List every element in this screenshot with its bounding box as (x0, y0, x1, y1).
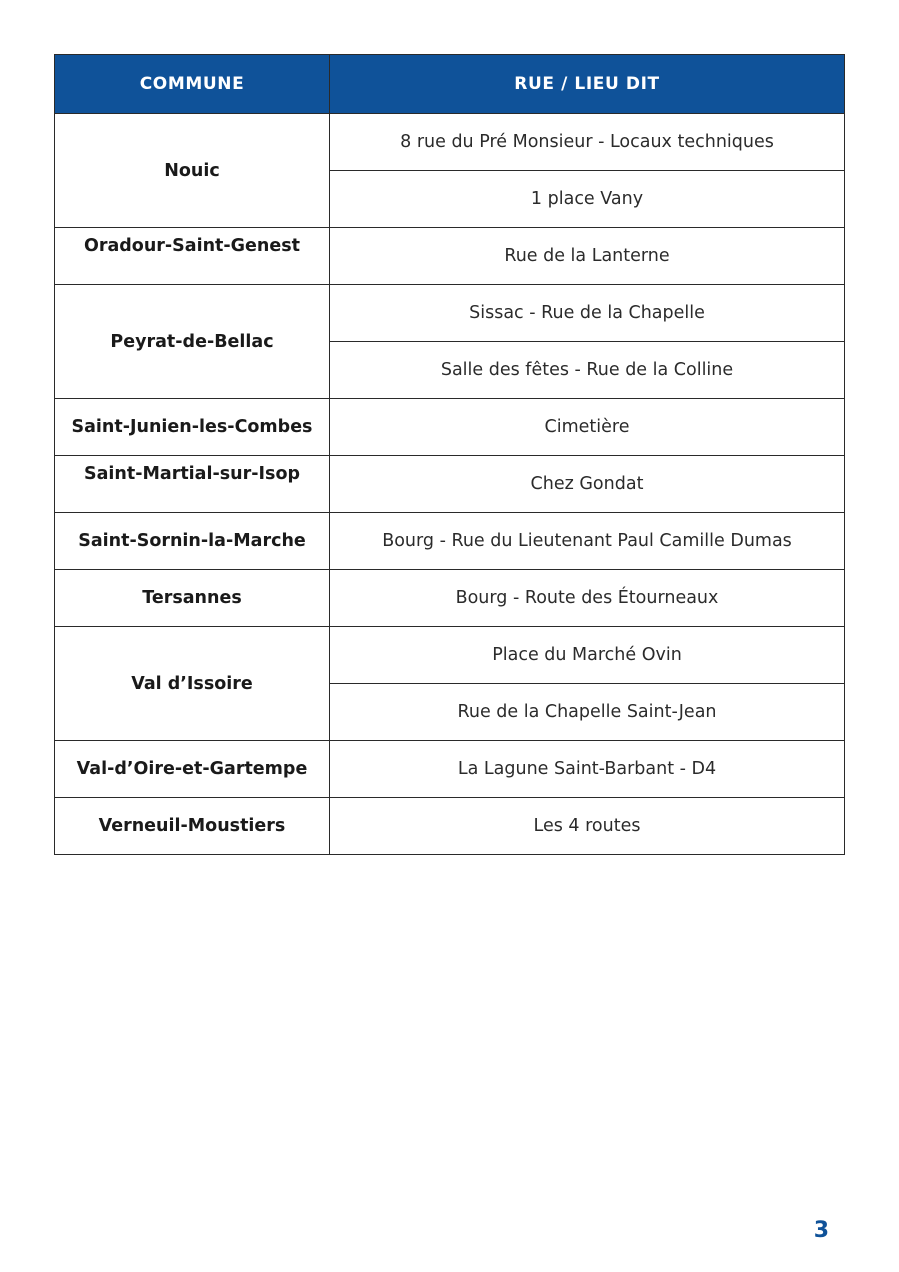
rue-cell: La Lagune Saint-Barbant - D4 (330, 741, 845, 798)
commune-cell: Verneuil-Moustiers (55, 798, 330, 855)
commune-cell: Val-d’Oire-et-Gartempe (55, 741, 330, 798)
table-row (55, 798, 845, 855)
table-header-row (55, 55, 845, 114)
column-header-rue: RUE / LIEU DIT (330, 55, 845, 114)
rue-cell: Rue de la Lanterne (330, 228, 845, 285)
rue-cell: Sissac - Rue de la Chapelle (330, 285, 845, 342)
table-row (55, 513, 845, 570)
table-row (55, 228, 845, 285)
table-row (55, 741, 845, 798)
rue-cell: Place du Marché Ovin (330, 627, 845, 684)
table-row (55, 456, 845, 513)
locations-table (54, 54, 845, 855)
table-row (55, 399, 845, 456)
rue-cell: 1 place Vany (330, 171, 845, 228)
rue-cell: Les 4 routes (330, 798, 845, 855)
commune-cell: Saint-Sornin-la-Marche (55, 513, 330, 570)
table-row (55, 627, 845, 684)
commune-cell: Oradour-Saint-Genest (55, 228, 330, 285)
rue-cell: Rue de la Chapelle Saint-Jean (330, 684, 845, 741)
rue-cell: Bourg - Rue du Lieutenant Paul Camille Dumas (330, 513, 845, 570)
commune-cell: Saint-Martial-sur-Isop (55, 456, 330, 513)
rue-cell: Bourg - Route des Étourneaux (330, 570, 845, 627)
rue-cell: Salle des fêtes - Rue de la Colline (330, 342, 845, 399)
table-row (55, 570, 845, 627)
rue-cell: Chez Gondat (330, 456, 845, 513)
commune-cell: Val d’Issoire (55, 627, 330, 741)
table-row (55, 285, 845, 342)
page-number: 3 (813, 1218, 829, 1243)
commune-cell: Peyrat-de-Bellac (55, 285, 330, 399)
rue-cell: 8 rue du Pré Monsieur - Locaux techniques (330, 114, 845, 171)
table-row (55, 114, 845, 171)
commune-cell: Saint-Junien-les-Combes (55, 399, 330, 456)
commune-cell: Nouic (55, 114, 330, 228)
rue-cell: Cimetière (330, 399, 845, 456)
column-header-commune: COMMUNE (55, 55, 330, 114)
commune-cell: Tersannes (55, 570, 330, 627)
